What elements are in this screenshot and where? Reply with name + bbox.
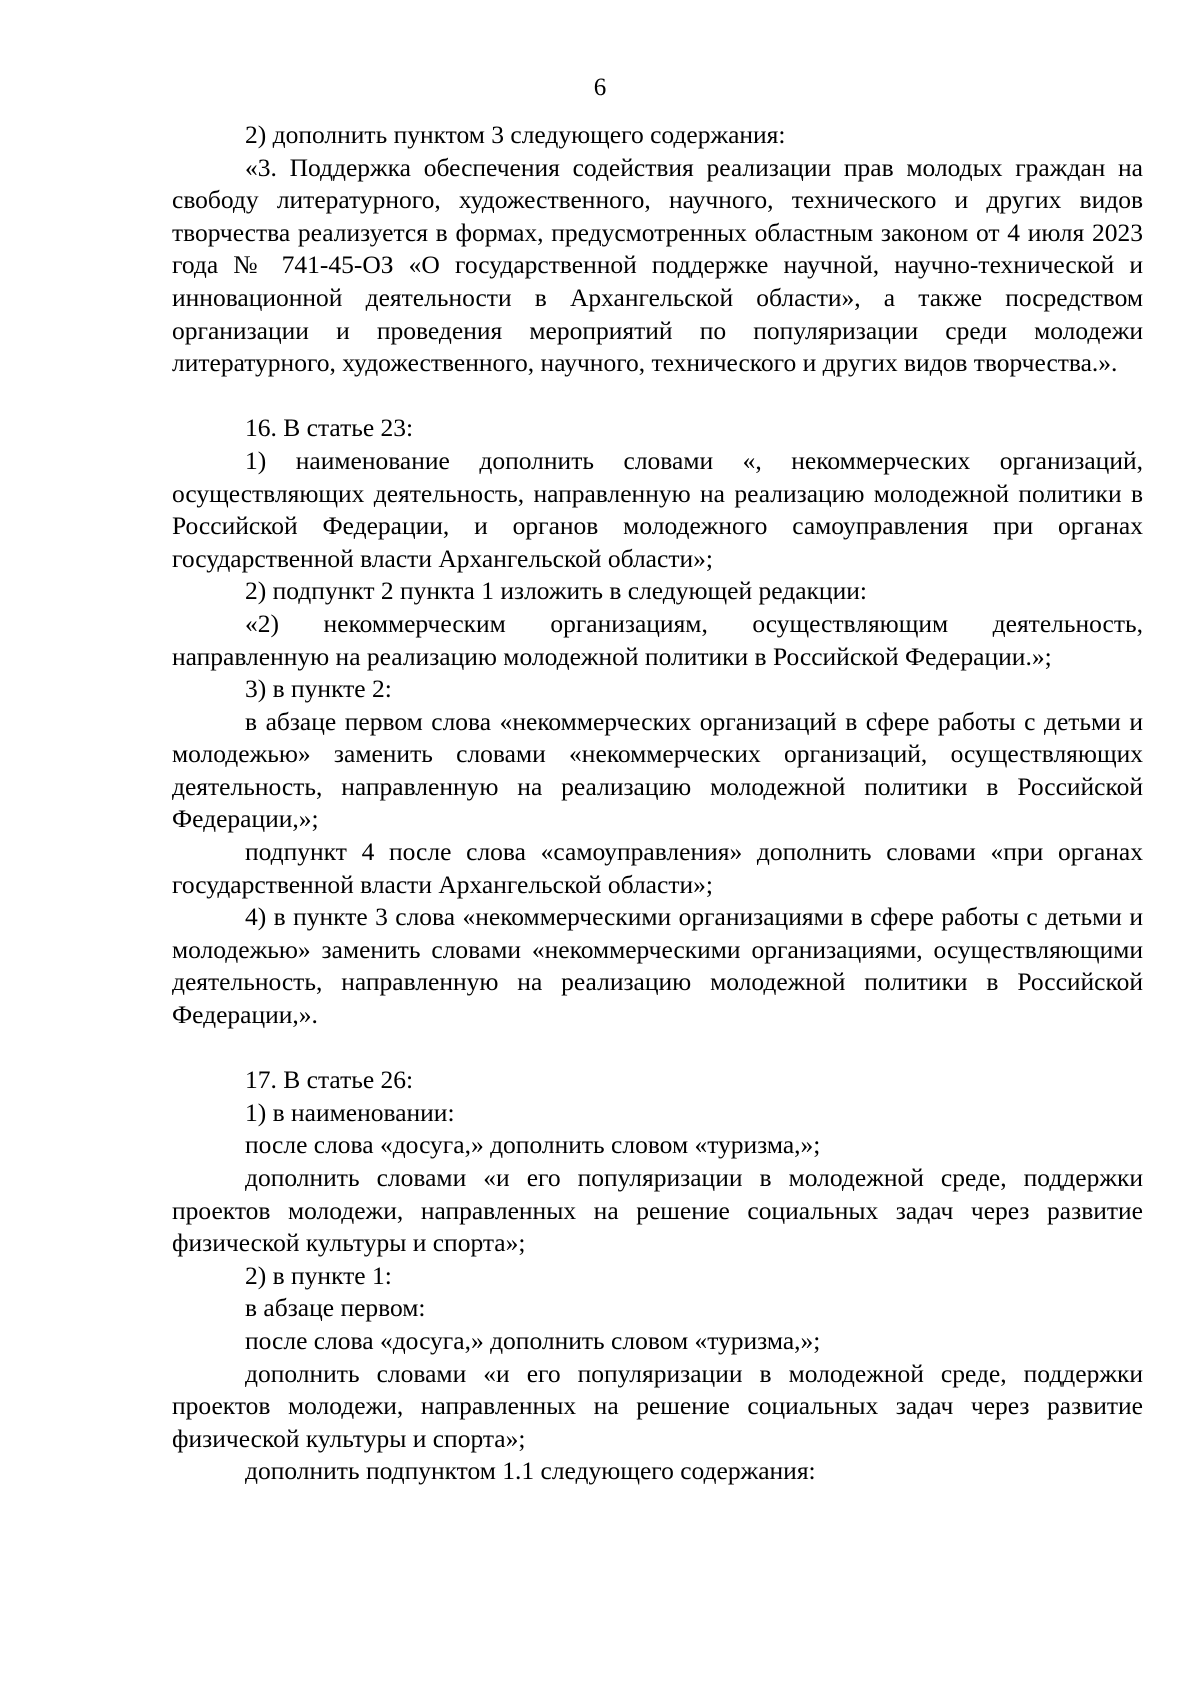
paragraph-item-17-sub-1-para-1: после слова «досуга,» дополнить словом «туризма,»;	[245, 1130, 821, 1160]
paragraph-item-17-sub-2-para-3: дополнить словами «и его популяризации в молодежной среде, поддержки проектов молодежи, направленных на решение социальных задач через развитие физической культуры и спорта»;	[172, 1358, 1143, 1453]
paragraph-item-17-sub-2-para-1: в абзаце первом:	[245, 1293, 426, 1323]
paragraph-item-16-sub-2: 2) подпункт 2 пункта 1 изложить в следующей редакции:	[245, 576, 867, 606]
paragraph-new-point-3-text: «3. Поддержка обеспечения содействия реализации прав молодых граждан на свободу литературного, художественного, научного, технического и других видов творчества реализуется в формах, предусмотренных областным законом от 4 июля 2023 года № 741-45-ОЗ «О государственной поддержке научной, научно-технической и инновационной деятельности в Архангельской области», а также посредством организации и проведения мероприятий по популяризации среди молодежи литературного, художественного, научного, технического и других видов творчества.».	[172, 152, 1143, 378]
paragraph-item-16-sub-3-para-1: в абзаце первом слова «некоммерческих организаций в сфере работы с детьми и молодежью» заменить словами «некоммерческих организаций, осуществляющих деятельность, направленную на реализацию молодежной политики в Российской Федерации,»;	[172, 706, 1143, 834]
paragraph-item-17-sub-2: 2) в пункте 1:	[245, 1260, 392, 1290]
paragraph-item-16-sub-2-text: «2) некоммерческим организациям, осуществляющим деятельность, направленную на реализацию молодежной политики в Российской Федерации.»;	[172, 608, 1143, 671]
paragraph-item-17-heading: 17. В статье 26:	[245, 1065, 414, 1095]
paragraph-item-17-sub-2-para-2: после слова «досуга,» дополнить словом «туризма,»;	[245, 1325, 821, 1355]
paragraph-item-16-sub-3: 3) в пункте 2:	[245, 674, 392, 704]
paragraph-amend-point-2: 2) дополнить пунктом 3 следующего содержания:	[245, 120, 786, 149]
paragraph-item-17-sub-1: 1) в наименовании:	[245, 1097, 455, 1127]
paragraph-item-16-sub-1: 1) наименование дополнить словами «, некоммерческих организаций, осуществляющих деятельность, направленную на реализацию молодежной политики в Российской Федерации, и органов молодежного самоуправления при органах государственной власти Архангельской области»;	[172, 445, 1143, 573]
paragraph-item-16-heading: 16. В статье 23:	[245, 413, 414, 443]
paragraph-item-17-sub-2-para-4: дополнить подпунктом 1.1 следующего содержания:	[245, 1456, 816, 1486]
paragraph-item-16-sub-3-para-2: подпункт 4 после слова «самоуправления» дополнить словами «при органах государственной власти Архангельской области»;	[172, 837, 1143, 899]
document-body	[172, 119, 1143, 1488]
page-number: 6	[593, 74, 607, 101]
paragraph-item-16-sub-4: 4) в пункте 3 слова «некоммерческими организациями в сфере работы с детьми и молодежью» заменить словами «некоммерческими организациями, осуществляющими деятельность, направленную на реализацию молодежной политики в Российской Федерации,».	[172, 902, 1143, 1030]
paragraph-item-17-sub-1-para-2: дополнить словами «и его популяризации в молодежной среде, поддержки проектов молодежи, направленных на решение социальных задач через развитие физической культуры и спорта»;	[172, 1163, 1143, 1258]
